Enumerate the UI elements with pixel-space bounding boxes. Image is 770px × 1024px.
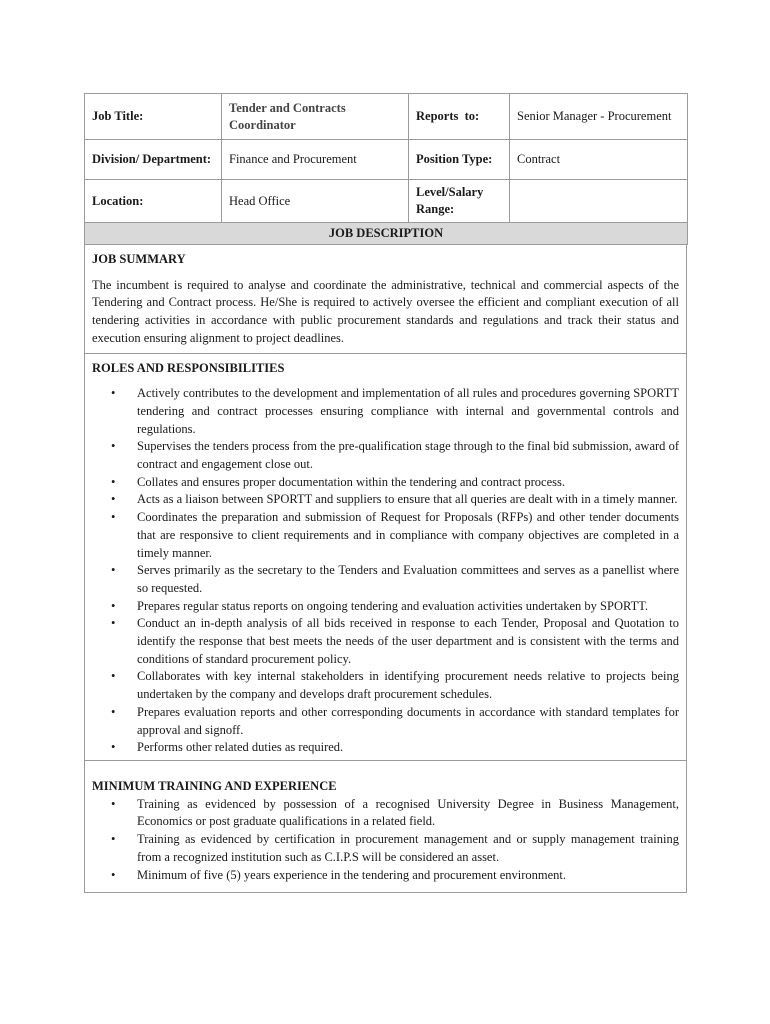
- list-item: • Performs other related duties as required.: [137, 739, 679, 757]
- list-item: • Coordinates the preparation and submission of Request for Proposals (RFPs) and other tender documents that are responsive to client requirements and in compliance with company objectives are completed in a timely manner.: [137, 509, 679, 562]
- position-type-value: Contract: [510, 140, 688, 180]
- job-header-table: [84, 93, 688, 245]
- roles-list: [92, 385, 679, 757]
- location-label: Location:: [85, 180, 222, 223]
- reports-to-value: Senior Manager - Procurement: [510, 94, 688, 140]
- list-item: • Supervises the tenders process from the pre-qualification stage through to the final bid submission, award of contract and engagement close out.: [137, 438, 679, 473]
- job-description-banner-row: [85, 223, 688, 245]
- job-title-value: Tender and Contracts Coordinator: [222, 94, 409, 140]
- job-description-document: [84, 93, 687, 893]
- position-type-label: Position Type:: [409, 140, 510, 180]
- list-item: • Training as evidenced by certification in procurement management and or supply management training from a recognized institution such as C.I.P.S will be considered an asset.: [137, 831, 679, 866]
- level-salary-value: [510, 180, 688, 223]
- list-item: • Conduct an in-depth analysis of all bids received in response to each Tender, Proposal and Quotation to identify the response that best meets the needs of the user department and is consistent with the terms and conditions of standard procurement policy.: [137, 615, 679, 668]
- job-title-label: Job Title:: [85, 94, 222, 140]
- header-row-job-title: [85, 94, 688, 140]
- level-salary-label: Level/Salary Range:: [409, 180, 510, 223]
- header-row-division: [85, 140, 688, 180]
- job-summary-text: The incumbent is required to analyse and coordinate the administrative, technical and commercial aspects of the Tendering and Contract process. He/She is required to actively oversee the efficient and compliant execution of all tendering activities in accordance with public procurement standards and regulations and track their status and execution ensuring alignment to project deadlines.: [92, 277, 679, 345]
- reports-to-label: Reports to:: [409, 94, 510, 140]
- list-item: • Collaborates with key internal stakeholders in identifying procurement needs relative to projects being undertaken by the company and develops draft procurement schedules.: [137, 668, 679, 703]
- list-item: • Prepares regular status reports on ongoing tendering and evaluation activities undertaken by SPORTT.: [137, 598, 679, 616]
- list-item: • Minimum of five (5) years experience in the tendering and procurement environment.: [137, 867, 679, 885]
- job-summary-title: JOB SUMMARY: [92, 252, 186, 266]
- division-label: Division/ Department:: [85, 140, 222, 180]
- header-row-location: [85, 180, 688, 223]
- list-item: • Training as evidenced by possession of a recognised University Degree in Business Management, Economics or post graduate qualifications in a related field.: [137, 796, 679, 831]
- list-item: • Prepares evaluation reports and other corresponding documents in accordance with standard templates for approval and signoff.: [137, 704, 679, 739]
- list-item: • Serves primarily as the secretary to the Tenders and Evaluation committees and serves as a panellist where so requested.: [137, 562, 679, 597]
- job-summary-section: [84, 245, 687, 354]
- training-section: [84, 761, 687, 893]
- list-item: • Acts as a liaison between SPORTT and suppliers to ensure that all queries are dealt with in a timely manner.: [137, 491, 679, 509]
- training-list: [92, 796, 679, 885]
- training-title: MINIMUM TRAINING AND EXPERIENCE: [92, 778, 337, 793]
- division-value: Finance and Procurement: [222, 140, 409, 180]
- list-item: • Collates and ensures proper documentation within the tendering and contract process.: [137, 474, 679, 492]
- list-item: • Actively contributes to the development and implementation of all rules and procedures governing SPORTT tendering and contract processes ensuring compliance with internal and governmental controls and regulations.: [137, 385, 679, 438]
- location-value: Head Office: [222, 180, 409, 223]
- roles-title: ROLES AND RESPONSIBILITIES: [92, 360, 285, 375]
- job-description-title: JOB DESCRIPTION: [85, 223, 688, 245]
- roles-section: [84, 354, 687, 761]
